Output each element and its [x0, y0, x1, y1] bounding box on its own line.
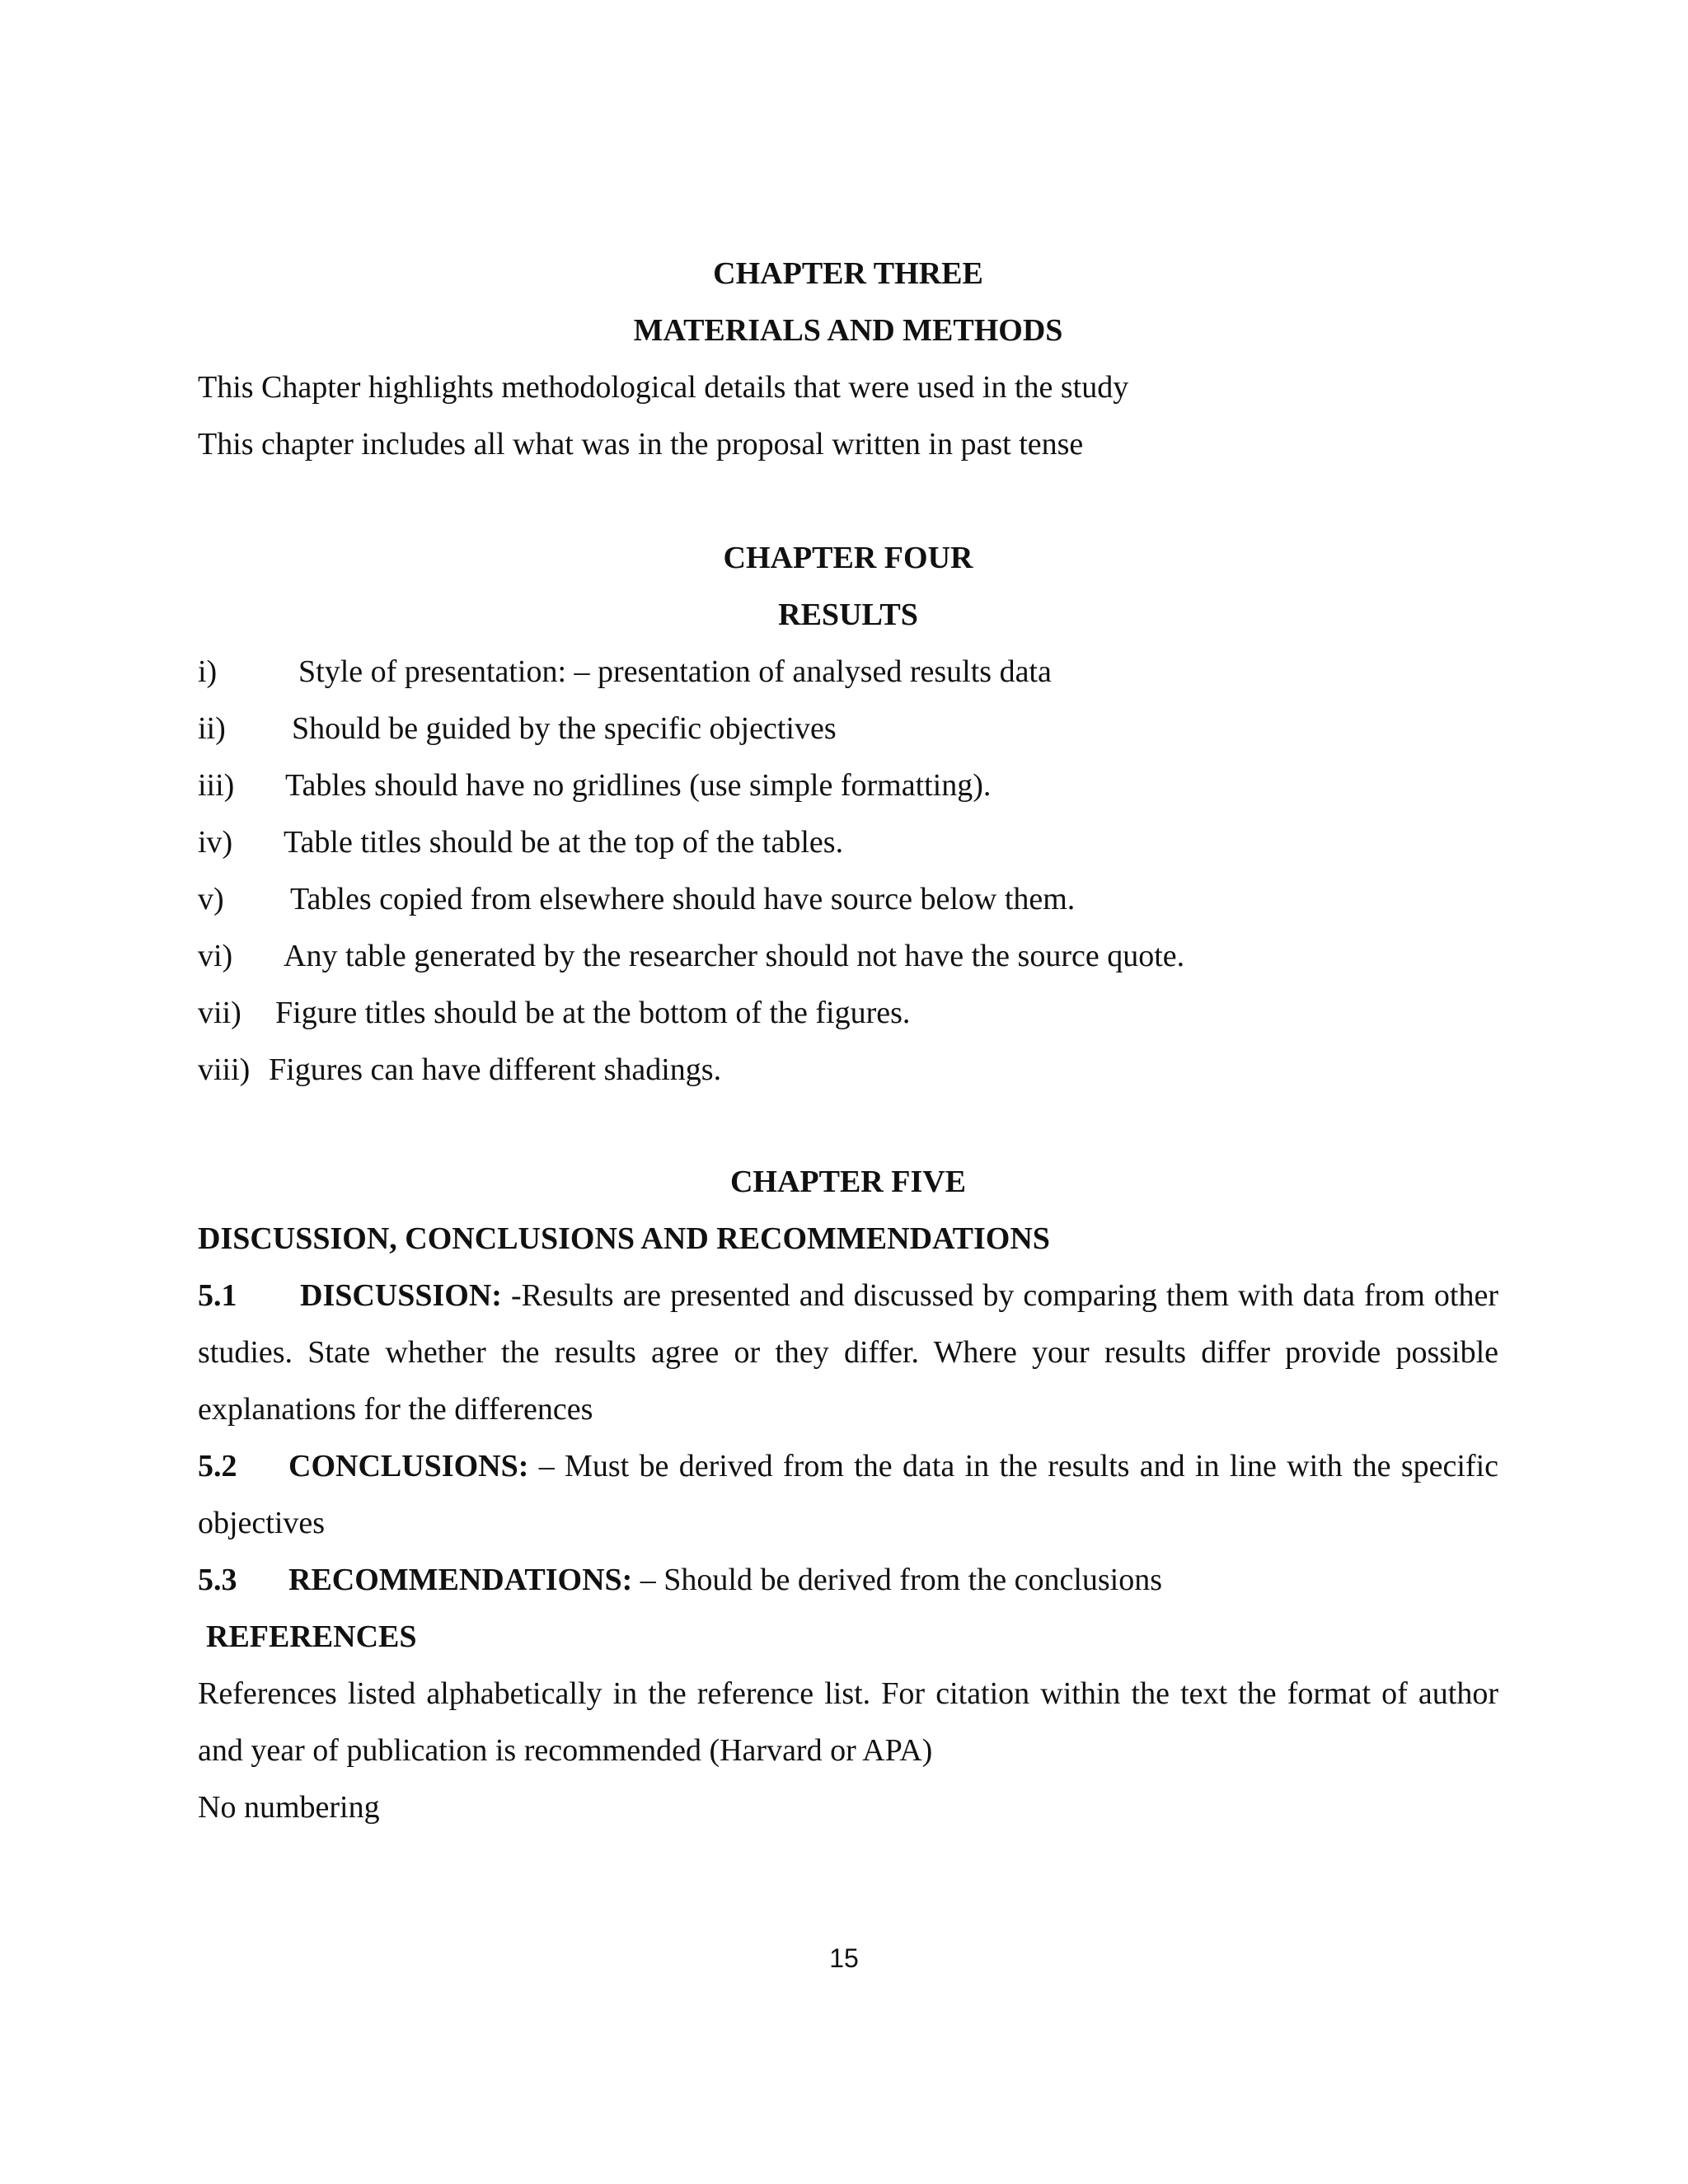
list-item-number: iii)	[198, 768, 235, 803]
section-number: 5.1	[198, 1278, 237, 1313]
section-label: CONCLUSIONS:	[288, 1449, 529, 1483]
chapter-five-title: DISCUSSION, CONCLUSIONS AND RECOMMENDATIONS	[198, 1221, 1050, 1256]
list-item-number: i)	[198, 654, 218, 689]
chapter-five-section	[198, 1154, 1498, 1836]
list-item-text: Should be guided by the specific objectives	[292, 711, 837, 746]
list-item-number: viii)	[198, 1052, 251, 1087]
page-number: 15	[829, 1943, 859, 1973]
references-heading: REFERENCES	[206, 1619, 417, 1654]
section-5-2-paragraph	[198, 1438, 1498, 1552]
list-item-text: Table titles should be at the top of the tables.	[284, 825, 844, 860]
section-5-3-paragraph	[198, 1552, 1498, 1609]
chapter-five-heading: CHAPTER FIVE	[729, 1165, 967, 1199]
list-item-number: vi)	[198, 939, 233, 973]
results-list-item	[198, 871, 1498, 928]
references-paragraph: References listed alphabetically in the reference list. For citation within the text the format of author and year of publication is recommended (Harvard or APA)	[198, 1676, 1498, 1768]
results-list-item	[198, 644, 1498, 701]
results-list-item	[198, 928, 1498, 985]
list-item-text: Figures can have different shadings.	[269, 1052, 722, 1087]
list-item-number: iv)	[198, 825, 233, 860]
list-item-text: Tables copied from elsewhere should have source below them.	[290, 882, 1076, 916]
chapter-four-heading: CHAPTER FOUR	[723, 541, 973, 575]
results-list-item	[198, 1042, 1498, 1099]
section-label: DISCUSSION:	[300, 1278, 502, 1313]
chapter-four-section	[198, 530, 1498, 1099]
results-list-item	[198, 701, 1498, 757]
section-text: – Should be derived from the conclusions	[632, 1563, 1163, 1597]
references-note: No numbering	[198, 1790, 380, 1825]
results-list-item	[198, 757, 1498, 814]
chapter-three-section	[198, 246, 1498, 473]
results-list-item	[198, 814, 1498, 871]
chapter-three-line-2: This chapter includes all what was in the proposal written in past tense	[198, 427, 1084, 462]
list-item-number: v)	[198, 882, 224, 916]
chapter-four-title: RESULTS	[778, 598, 918, 632]
list-item-text: Tables should have no gridlines (use simple formatting).	[285, 768, 992, 803]
section-5-1-paragraph	[198, 1268, 1498, 1438]
list-item-text: Figure titles should be at the bottom of the figures.	[275, 996, 911, 1030]
list-item-text: Any table generated by the researcher should not have the source quote.	[284, 939, 1185, 973]
list-item-number: ii)	[198, 711, 226, 746]
chapter-three-title: MATERIALS AND METHODS	[633, 313, 1063, 348]
section-number: 5.2	[198, 1449, 237, 1483]
section-text: – Must be derived from the data in the results and in line with the specific objectives	[198, 1449, 1498, 1540]
list-item-text: Style of presentation: – presentation of analysed results data	[298, 654, 1052, 689]
section-label: RECOMMENDATIONS:	[288, 1563, 633, 1597]
chapter-three-line-1: This Chapter highlights methodological details that were used in the study	[198, 370, 1129, 405]
section-number: 5.3	[198, 1563, 237, 1597]
section-text: -Results are presented and discussed by comparing them with data from other studies. State whether the results agree or they differ. Where your results differ provide possible explanations for the differences	[198, 1278, 1498, 1427]
results-list-item	[198, 985, 1498, 1042]
chapter-three-heading: CHAPTER THREE	[713, 256, 983, 291]
list-item-number: vii)	[198, 996, 241, 1030]
